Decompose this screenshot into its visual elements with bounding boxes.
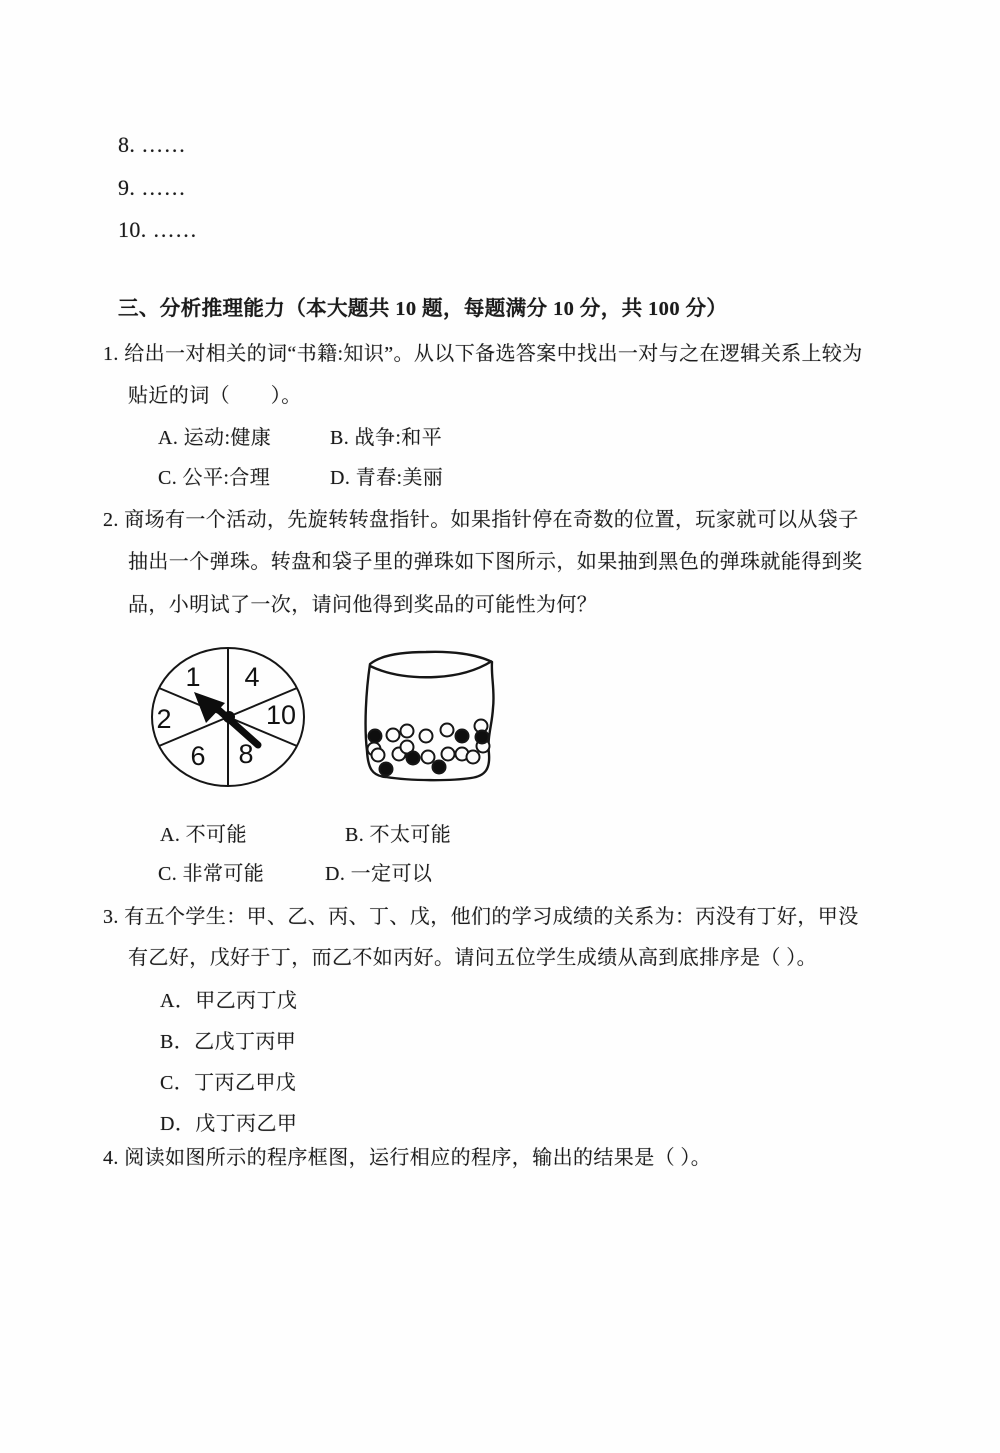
list-item-10: 10. …… bbox=[118, 217, 198, 242]
question-1-line-2: 贴近的词（ ）。 bbox=[128, 385, 302, 407]
q1-option-a: A. 运动:健康 bbox=[158, 427, 272, 449]
white-marble bbox=[441, 724, 454, 737]
q2-option-a: A. 不可能 bbox=[160, 824, 247, 846]
spinner-pointer-arrowhead bbox=[194, 692, 225, 723]
question-3-line-1: 3. 有五个学生：甲、乙、丙、丁、戊，他们的学习成绩的关系为：丙没有丁好，甲没 bbox=[103, 906, 859, 928]
black-marble bbox=[369, 730, 382, 743]
spinner-number-1: 1 bbox=[185, 662, 201, 692]
question-2-line-1: 2. 商场有一个活动，先旋转转盘指针。如果指针停在奇数的位置，玩家就可以从袋子 bbox=[103, 509, 859, 531]
q1-option-c: C. 公平:合理 bbox=[158, 467, 271, 489]
white-marble bbox=[387, 729, 400, 742]
q3-option-d: D．戊丁丙乙甲 bbox=[160, 1113, 298, 1135]
spinner-pointer-shaft bbox=[212, 704, 258, 745]
q3-option-a: A．甲乙丙丁戊 bbox=[160, 990, 298, 1012]
q1-option-b: B. 战争:和平 bbox=[330, 427, 443, 449]
black-marble bbox=[380, 763, 393, 776]
bag-rim-line bbox=[370, 661, 492, 677]
spinner-hub bbox=[223, 711, 235, 723]
spinner-figure bbox=[150, 646, 308, 788]
spinner-number-10: 10 bbox=[265, 700, 297, 730]
spinner-number-4: 4 bbox=[244, 662, 260, 692]
black-marble bbox=[407, 752, 420, 765]
bag-marbles bbox=[368, 720, 490, 776]
white-marble bbox=[372, 749, 385, 762]
black-marble bbox=[456, 730, 469, 743]
q3-option-b: B．乙戊丁丙甲 bbox=[160, 1031, 297, 1053]
q2-option-b: B. 不太可能 bbox=[345, 824, 452, 846]
q1-option-d: D. 青春:美丽 bbox=[330, 467, 444, 489]
spinner-number-6: 6 bbox=[190, 741, 206, 771]
question-2-line-2: 抽出一个弹珠。转盘和袋子里的弹珠如下图所示，如果抽到黑色的弹珠就能得到奖 bbox=[128, 551, 863, 573]
black-marble bbox=[433, 761, 446, 774]
question-2-line-3: 品，小明试了一次，请问他得到奖品的可能性为何？ bbox=[128, 594, 598, 616]
list-item-8: 8. …… bbox=[118, 132, 186, 157]
question-4-line-1: 4. 阅读如图所示的程序框图，运行相应的程序，输出的结果是（ ）。 bbox=[103, 1147, 712, 1169]
white-marble bbox=[420, 730, 433, 743]
marble-bag-figure bbox=[356, 646, 501, 786]
section-header: 三、分析推理能力（本大题共 10 题，每题满分 10 分，共 100 分） bbox=[118, 298, 728, 320]
spinner-number-2: 2 bbox=[156, 704, 172, 734]
white-marble bbox=[467, 751, 480, 764]
q3-option-c: C．丁丙乙甲戊 bbox=[160, 1072, 297, 1094]
black-marble bbox=[476, 731, 489, 744]
question-1-line-1: 1. 给出一对相关的词“书籍:知识”。从以下备选答案中找出一对与之在逻辑关系上较为 bbox=[103, 343, 863, 365]
q2-option-d: D. 一定可以 bbox=[325, 863, 433, 885]
list-item-9: 9. …… bbox=[118, 175, 186, 200]
spinner-number-8: 8 bbox=[238, 739, 254, 769]
white-marble bbox=[422, 751, 435, 764]
white-marble bbox=[401, 725, 414, 738]
q2-option-c: C. 非常可能 bbox=[158, 863, 265, 885]
question-3-line-2: 有乙好，戊好于丁，而乙不如丙好。请问五位学生成绩从高到底排序是（ ）。 bbox=[128, 947, 817, 969]
white-marble bbox=[442, 748, 455, 761]
